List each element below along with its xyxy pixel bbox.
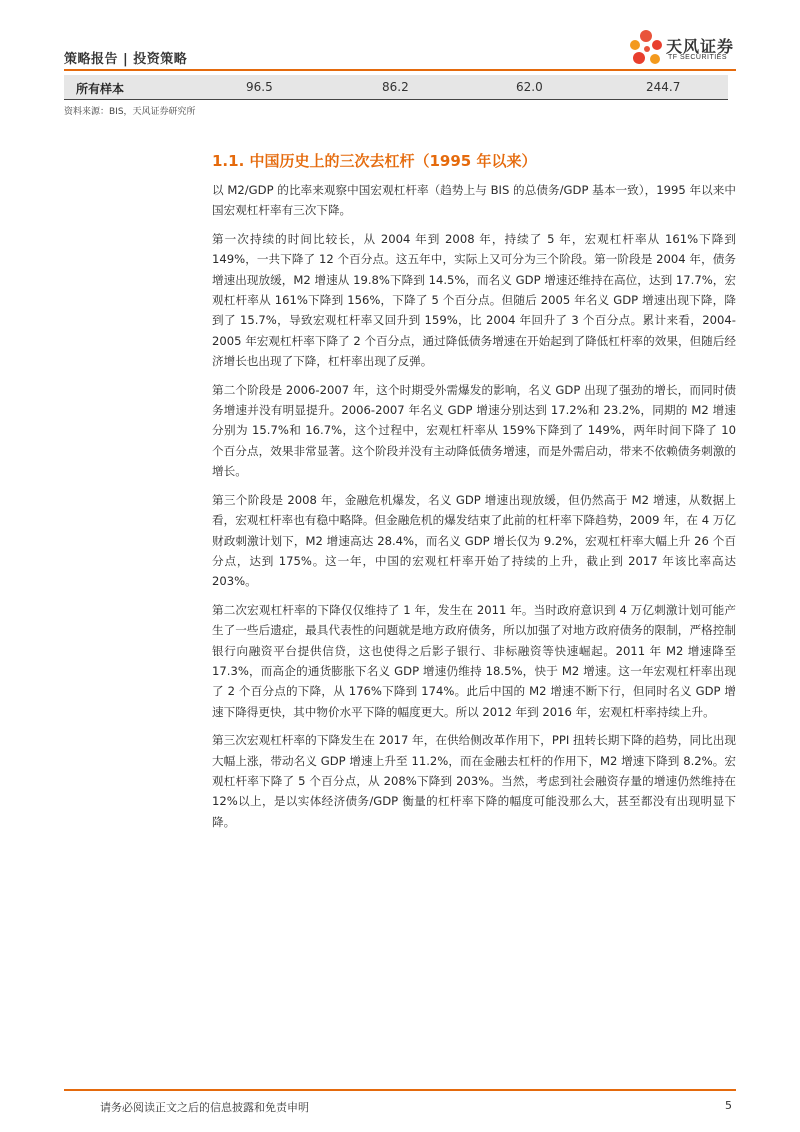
- page-number: 5: [725, 1099, 732, 1112]
- table-cell: 96.5: [246, 80, 273, 94]
- paragraph: 第二次宏观杠杆率的下降仅仅维持了 1 年，发生在 2011 年。当时政府意识到 4 万亿刺激计划可能产生了一些后遗症，最具代表性的问题就是地方政府债务，所以加强了对地方政府债务的限制，严格控制银行向融资平台提供信贷，这也使得之后影子银行、非标融资等快速崛起。2011 年 M2 增速降至 17.3%，而高企的通货膨胀下名义 GDP 增速仍维持 18.5%，快于 M2 增速。这一年宏观杠杆率出现了 2 个百分点的下降，从 176%下降到 174%。此后中国的 M2 增速不断下行，但同时名义 GDP 增速下降得更快，其中物价水平下降的幅度更大。所以 2012 年到 2016 年，宏观杠杆率持续上升。: [212, 602, 736, 719]
- paragraph: 第一次持续的时间比较长，从 2004 年到 2008 年，持续了 5 年，宏观杠杆率从 161%下降到 149%，一共下降了 12 个百分点。这五年中，实际上又可分为三个阶段。第一阶段是 2004 年，债务增速出现放缓，M2 增速从 19.8%下降到 14.5%，而名义 GDP 增速还维持在高位，达到 17.7%，宏观杠杆率从 161%下降到 156%，下降了 5 个百分点。但随后 2005 年名义 GDP 增速出现下降，降到了 15.7%，导致宏观杠杆率又回升到 159%，比 2004 年回升了 3 个百分点。累计来看，2004-2005 年宏观杠杆率下降了 2 个百分点，通过降低债务增速在开始起到了降低杠杆率的效果，但随后经济增长也出现了下降，杠杆率出现了反弹。: [212, 231, 736, 369]
- table-row-label: 所有样本: [76, 82, 125, 96]
- footer-disclaimer: 请务必阅读正文之后的信息披露和免责申明: [100, 1101, 309, 1114]
- footer-divider: [64, 1089, 736, 1091]
- section-title: 1.1. 中国历史上的三次去杠杆（1995 年以来）: [212, 152, 537, 170]
- logo-mark-icon: [626, 28, 668, 68]
- report-category-label: 策略报告 | 投资策略: [64, 52, 188, 67]
- paragraph: 第二个阶段是 2006-2007 年，这个时期受外需爆发的影响，名义 GDP 出现了强劲的增长，而同时债务增速并没有明显提升。2006-2007 年名义 GDP 增速分别达到 17.2%和 23.2%，同期的 M2 增速分别为 15.7%和 16.7%，这个过程中，宏观杠杆率从 159%下降到了 149%，两年时间下降了 10 个百分点，效果非常显著。这个阶段并没有主动降低债务增速，而是外需启动，带来不依赖债务刺激的增长。: [212, 382, 736, 479]
- company-logo: [626, 28, 738, 68]
- table-cell: 244.7: [646, 80, 681, 94]
- logo-name-en: TF SECURITIES: [668, 54, 728, 61]
- table-bottom-rule: [64, 99, 728, 100]
- paragraph: 第三个阶段是 2008 年，金融危机爆发，名义 GDP 增速出现放缓，但仍然高于 M2 增速，从数据上看，宏观杠杆率也有稳中略降。但金融危机的爆发结束了此前的杠杆率下降趋势，2009 年，在 4 万亿财政刺激计划下，M2 增速高达 28.4%，而名义 GDP 增长仅为 9.2%，宏观杠杆率大幅上升 26 个百分点，达到 175%。这一年，中国的宏观杠杆率开始了持续的上升，截止到 2017 年该比率高达 203%。: [212, 492, 736, 589]
- paragraph: 第三次宏观杠杆率的下降发生在 2017 年，在供给侧改革作用下，PPI 扭转长期下降的趋势，同比出现大幅上涨，带动名义 GDP 增速上升至 11.2%，而在金融去杠杆的作用下，M2 增速下降到 8.2%。宏观杠杆率下降了 5 个百分点，从 208%下降到 203%。当然，考虑到社会融资存量的增速仍然维持在 12%以上，是以实体经济债务/GDP 衡量的杠杆率下降的幅度可能没那么大，甚至都没有出现明显下降。: [212, 733, 736, 829]
- header-divider: [64, 69, 736, 71]
- table-row: [64, 75, 728, 99]
- table-cell: 62.0: [516, 80, 543, 94]
- body-text: [212, 180, 736, 840]
- source-note: 资料来源：BIS，天风证券研究所: [64, 107, 196, 117]
- logo-name-cn: 天风证券: [666, 37, 735, 56]
- paragraph: 以 M2/GDP 的比率来观察中国宏观杠杆率（趋势上与 BIS 的总债务/GDP 基本一致），1995 年以来中国宏观杠杆率有三次下降。: [212, 183, 736, 218]
- table-cell: 86.2: [382, 80, 409, 94]
